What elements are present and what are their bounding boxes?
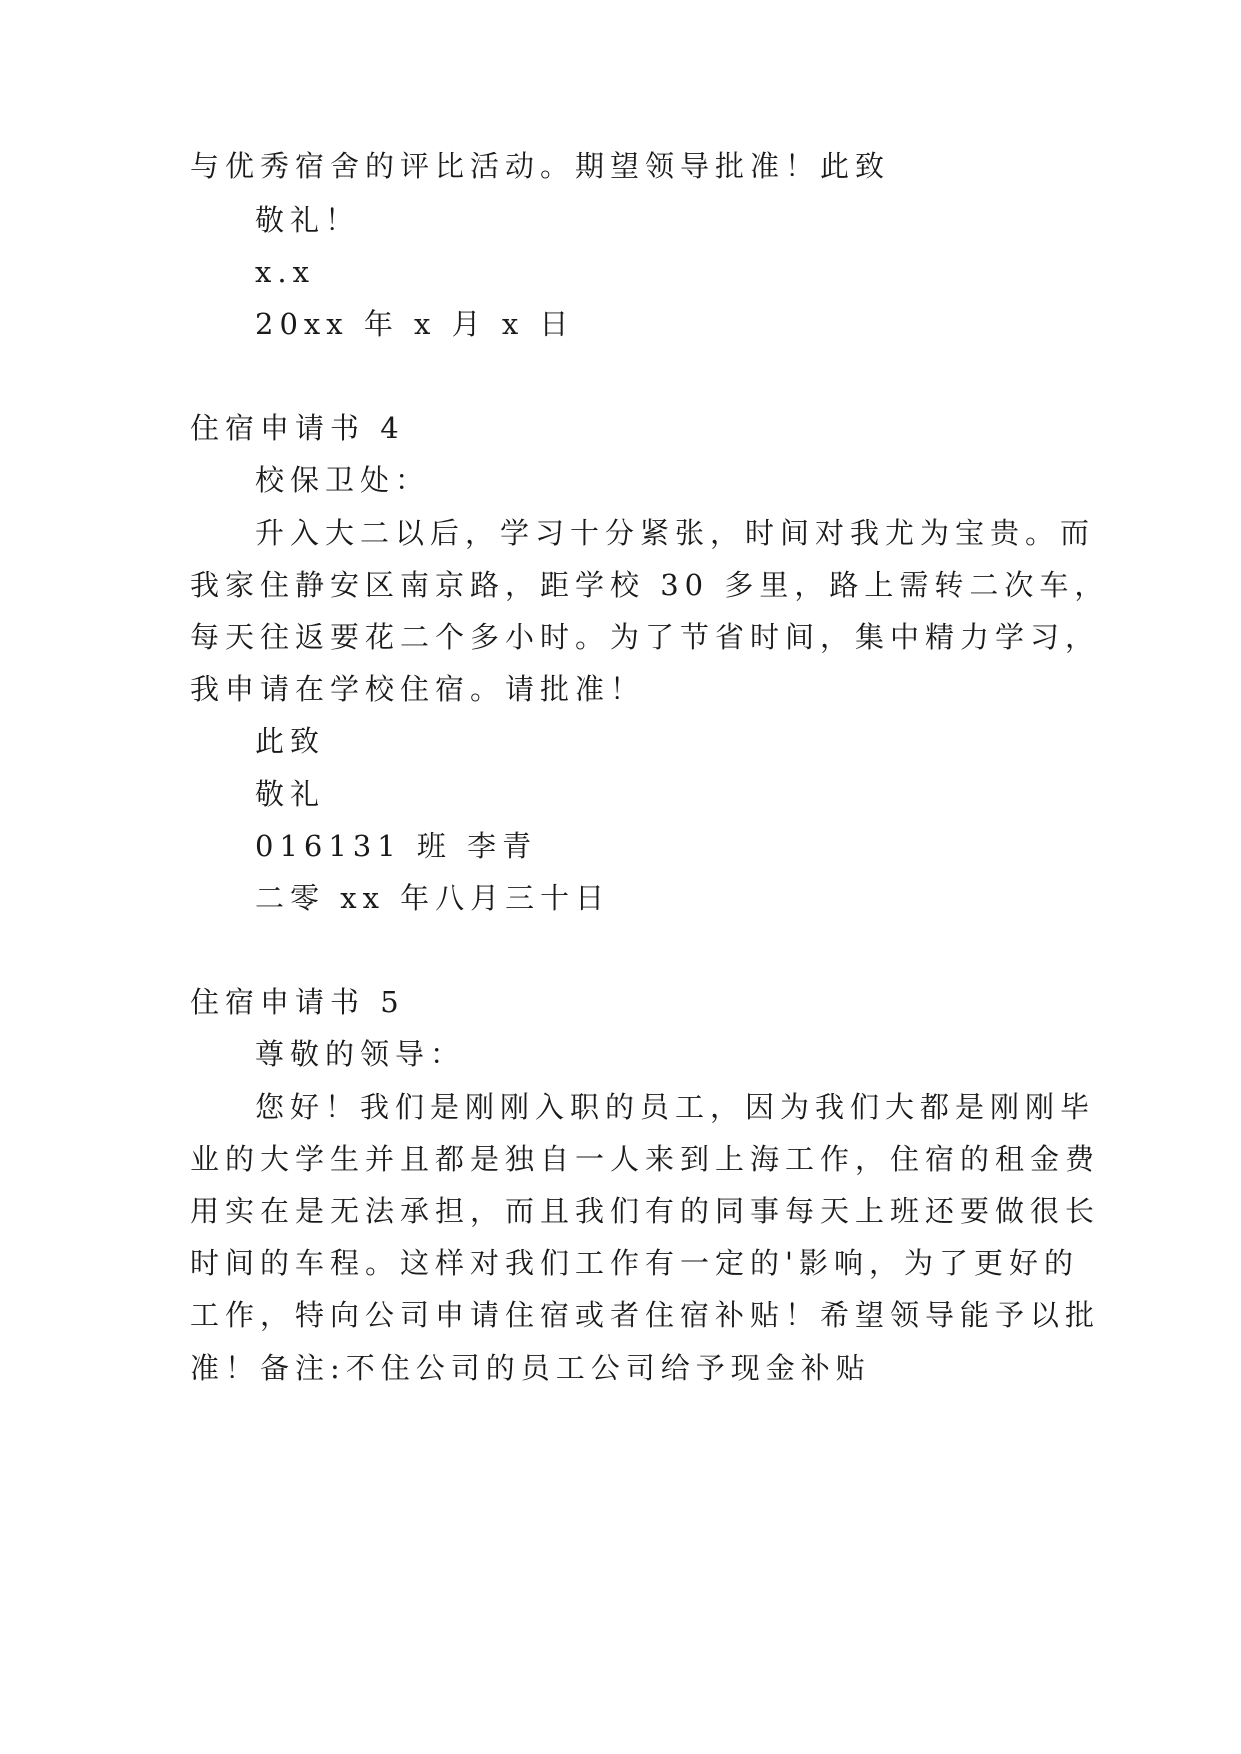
paragraph-line: 业的大学生并且都是独自一人来到上海工作，住宿的租金费 — [190, 1142, 1101, 1176]
paragraph-line: 您好！我们是刚刚入职的员工，因为我们大都是刚刚毕 — [255, 1090, 1096, 1124]
paragraph-line: 我家住静安区南京路，距学校 30 多里，路上需转二次车， — [190, 568, 1110, 602]
paragraph-line: 用实在是无法承担，而且我们有的同事每天上班还要做很长 — [190, 1194, 1101, 1228]
salutation-line: 尊敬的领导： — [255, 1037, 466, 1071]
date-line: 二零 xx 年八月三十日 — [255, 881, 611, 915]
section-heading: 住宿申请书 5 — [190, 985, 405, 1019]
paragraph-line: 每天往返要花二个多小时。为了节省时间，集中精力学习， — [190, 620, 1101, 654]
signer-line: x.x — [255, 255, 315, 289]
signer-line: 016131 班 李青 — [255, 829, 538, 863]
date-line: 20xx 年 x 月 x 日 — [255, 307, 575, 341]
paragraph-line: 我申请在学校住宿。请批准！ — [190, 672, 646, 706]
paragraph-line: 时间的车程。这样对我们工作有一定的'影响，为了更好的 — [190, 1246, 1079, 1280]
section-heading: 住宿申请书 4 — [190, 411, 405, 445]
paragraph-line: 准！备注:不住公司的员工公司给予现金补贴 — [190, 1351, 871, 1385]
regards-line: 敬礼 — [255, 777, 326, 811]
paragraph-line: 与优秀宿舍的评比活动。期望领导批准！此致 — [190, 149, 891, 183]
paragraph-line: 工作，特向公司申请住宿或者住宿补贴！希望领导能予以批 — [190, 1298, 1101, 1332]
regards-line: 敬礼！ — [255, 203, 361, 237]
closing-line: 此致 — [255, 724, 326, 758]
salutation-line: 校保卫处： — [255, 463, 431, 497]
paragraph-line: 升入大二以后，学习十分紧张，时间对我尤为宝贵。而 — [255, 516, 1096, 550]
